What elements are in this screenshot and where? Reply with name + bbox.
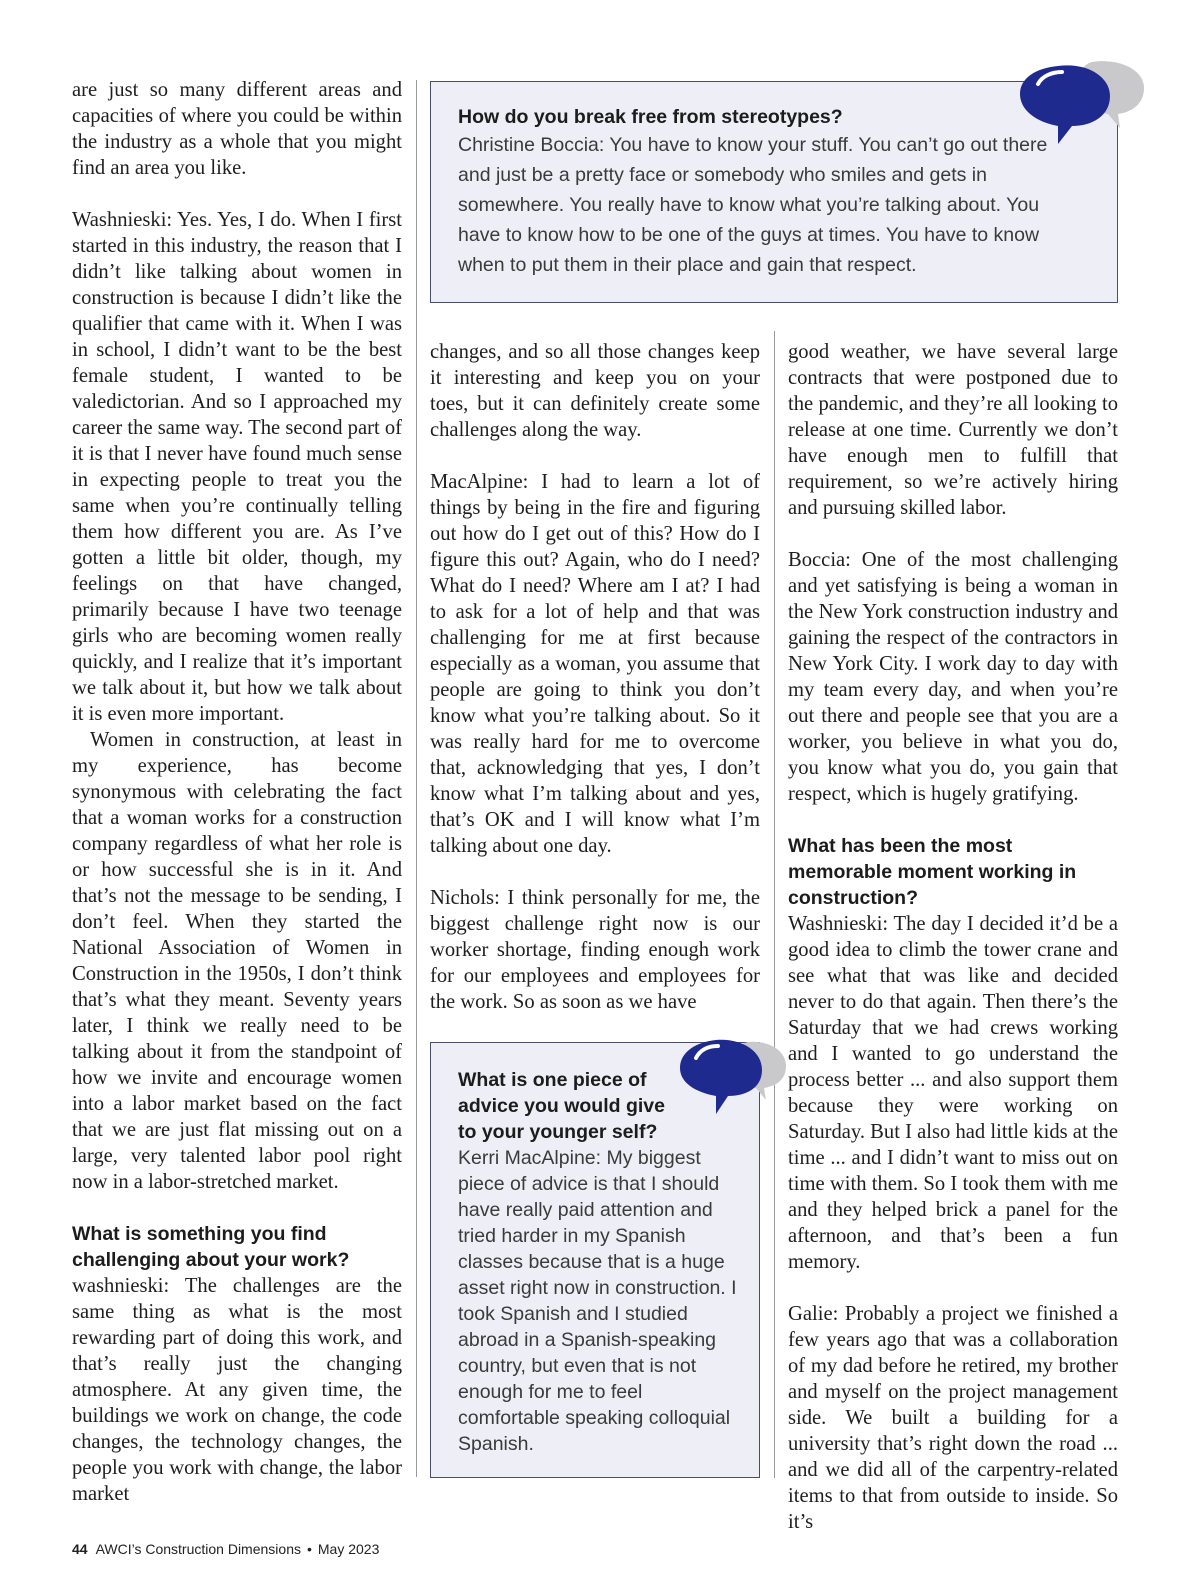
- article-column-1: [72, 77, 402, 1507]
- speech-bubbles-icon: [676, 1034, 788, 1120]
- column-rule-2: [774, 331, 775, 1478]
- col3-section-heading: What has been the most memorable moment working in construction?: [788, 835, 1077, 909]
- col1-paragraph-4: washnieski: The challenges are the same thing as what is the most rewarding part of doing this work, and that’s really just the changing atmosphere. At any given time, the buildings we work on change, the code changes, the technology changes, the people you work with change, the labor market: [72, 1275, 402, 1505]
- footer-separator: •: [306, 1541, 312, 1557]
- callout-answer: Kerri MacAlpine: My biggest piece of advice is that I should have really paid attention and tried harder in my Spanish classes because that is a huge asset right now in construction. I took Spanish and I studied abroad in a Spanish-speaking country, but even that is not enough for me to feel comfortable speaking colloquial Spanish.: [458, 1147, 737, 1455]
- col2-paragraph-2: MacAlpine: I had to learn a lot of things by being in the fire and figuring out how do I get out of this? How do I figure this out? Again, who do I need? What do I need? Where am I at? I had to ask for a lot of help and that was challenging for me at first because especially as a woman, you assume that people are going to think you don’t know what you’re talking about. So it was really hard for me to overcome that, acknowledging that yes, I don’t know what I’m talking about and yes, that’s OK and I will know what I’m talking about one day.: [430, 471, 760, 857]
- col1-paragraph-1: are just so many different areas and capacities of where you could be within the industry as a whole that you might find an area you like.: [72, 79, 402, 179]
- col3-paragraph-3: Washnieski: The day I decided it’d be a good idea to climb the tower crane and see what that was like and decided never to do that again. Then there’s the Saturday that we had crews working and I wanted to go understand the process better ... and also support them because they were working on Saturday. But I also had little kids at the time ... and I didn’t want to miss out on time with them. So I took them with me and they helped brick a panel for the afternoon, and that’s been a fun memory.: [788, 913, 1118, 1273]
- callout-question: How do you break free from stereotypes?: [458, 106, 843, 128]
- col1-paragraph-2: Washnieski: Yes. Yes, I do. When I first started in this industry, the reason that I didn’t like talking about women in construction is because I didn’t like the qualifier that came with it. When I was in school, I didn’t want to be the best female student, I wanted to be valedictorian. And so I approached my career the same way. The second part of it is that I never have found much sense in expecting people to treat you the same when you’re continually telling them how different you are. As I’ve gotten a little bit older, though, my feelings on that have changed, primarily because I have two teenage girls who are becoming women really quickly, and I realize that it’s important we talk about it, but how we talk about it is even more important.: [72, 209, 402, 725]
- article-column-2: [430, 339, 760, 1015]
- column-rule-1: [416, 80, 417, 1477]
- col3-paragraph-2: Boccia: One of the most challenging and yet satisfying is being a woman in the New York construction industry and gaining the respect of the contractors in New York City. I work day to day with my team every day, and when you’re out there and people see that you are a worker, you believe in what you do, you know what you do, you gain that respect, which is hugely gratifying.: [788, 549, 1118, 805]
- col3-paragraph-4: Galie: Probably a project we finished a few years ago that was a collaboration of my dad before he retired, my brother and myself on the project management side. We built a building for a university that’s right down the road ... and we did all of the carpentry-related items to that from outside to inside. So it’s: [788, 1303, 1118, 1533]
- page-footer: [72, 1541, 379, 1557]
- article-column-3: [788, 339, 1118, 1535]
- col1-paragraph-3: Women in construction, at least in my experience, has become synonymous with celebrating the fact that a woman works for a construction company regardless of what her role is or how successful she is in it. And that’s not the message to be sending, I don’t feel. When they started the National Association of Women in Construction in the 1950s, I don’t think that’s what they meant. Seventy years later, I think we really need to be talking about it from the standpoint of how we invite and encourage women into a labor market based on the fact that we are just flat missing out on a large, very talented labor pool right now in a labor-stretched market.: [72, 729, 402, 1193]
- issue-date: May 2023: [317, 1541, 380, 1557]
- speech-bubbles-icon: [1016, 56, 1148, 152]
- page-number: 44: [72, 1541, 88, 1557]
- publication-name: AWCI’s Construction Dimensions: [95, 1541, 301, 1557]
- callout-box-stereotypes: [430, 81, 1118, 303]
- col2-paragraph-3: Nichols: I think personally for me, the biggest challenge right now is our worker shortage, finding enough work for our employees and employees for the work. So as soon as we have: [430, 887, 760, 1013]
- speech-bubble-blue-icon: [1020, 65, 1110, 144]
- col2-paragraph-1: changes, and so all those changes keep it interesting and keep you on your toes, but it can definitely create some challenges along the way.: [430, 341, 760, 441]
- callout-answer: Christine Boccia: You have to know your stuff. You can’t go out there and just be a pretty face or somebody who smiles and gets in somewhere. You really have to know what you’re talking about. You have to know how to be one of the guys at times. You have to know when to put them in their place and gain that respect.: [458, 134, 1048, 276]
- col1-section-heading: What is something you find challenging about your work?: [72, 1223, 350, 1271]
- col3-paragraph-1: good weather, we have several large contracts that were postponed due to the pandemic, and they’re all looking to release at one time. Currently we don’t have enough men to fulfill that requirement, so we’re actively hiring and pursuing skilled labor.: [788, 341, 1118, 519]
- speech-bubble-blue-icon: [680, 1040, 762, 1114]
- callout-question: What is one piece of advice you would give to your younger self?: [458, 1069, 665, 1143]
